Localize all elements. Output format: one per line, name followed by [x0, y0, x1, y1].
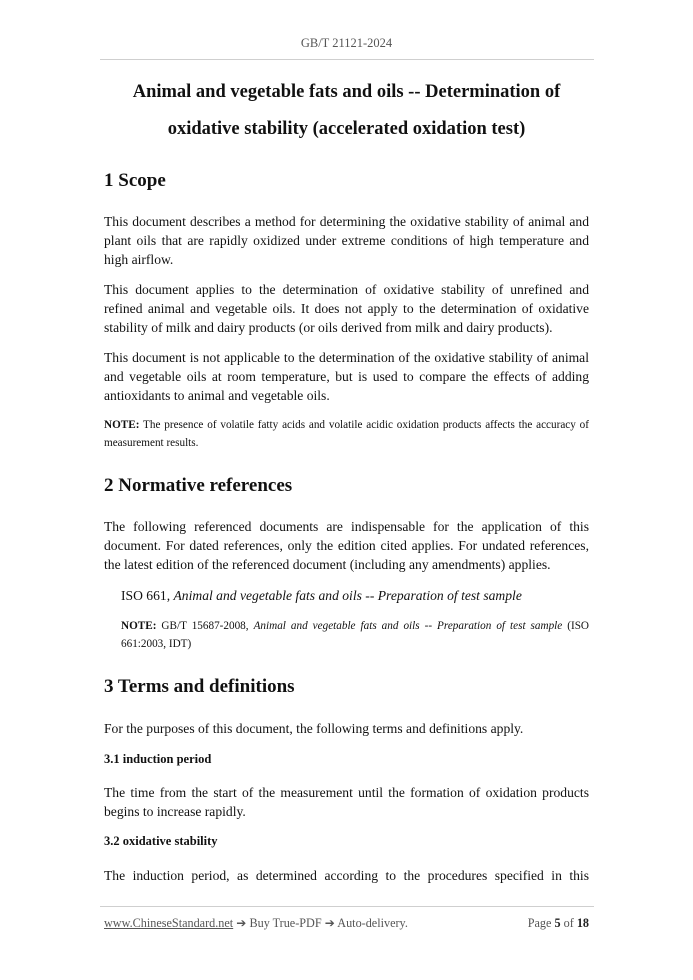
page-indicator [508, 916, 589, 931]
section-2-heading: 2 Normative references [104, 475, 293, 496]
section-1-note [104, 416, 589, 452]
note-code: GB/T 15687-2008, [156, 620, 254, 632]
term-3-1-definition: The time from the start of the measurement until the formation of oxidation products begins to increase rapidly. [104, 785, 589, 819]
reference-code: ISO 661, [121, 588, 174, 603]
note-label: NOTE: [121, 620, 157, 632]
site-link[interactable]: www.ChineseStandard.net [104, 916, 234, 930]
header-divider [100, 59, 594, 60]
page-label: Page [527, 916, 555, 930]
term-3-2-heading: 3.2 oxidative stability [104, 834, 218, 848]
section-1-paragraph-3: This document is not applicable to the determination of the oxidative stability of animal and vegetable oils at room temperature, but is used to compare the effects of adding antioxidants to animal and vegetable oils. [104, 350, 589, 403]
arrow-right-icon: ➔ [321, 916, 338, 930]
section-1-paragraph-2: This document applies to the determination of oxidative stability of unrefined and refined animal and vegetable oils. It does not apply to the determination of oxidative stability of milk and dairy products (or oils derived from milk and dairy products). [104, 282, 589, 335]
document-title-line-1: Animal and vegetable fats and oils -- Determination of [132, 82, 561, 102]
note-title: Animal and vegetable fats and oils -- Preparation of test sample [253, 620, 563, 632]
footer-links [104, 916, 408, 931]
current-page-number: 5 [554, 916, 561, 930]
header-standard-code: GB/T 21121-2024 [300, 36, 393, 50]
arrow-right-icon: ➔ [233, 916, 250, 930]
section-3-intro: For the purposes of this document, the following terms and definitions apply. [104, 721, 524, 736]
term-3-1-heading: 3.1 induction period [104, 752, 212, 766]
note-label: NOTE: [104, 419, 140, 431]
note-text: The presence of volatile fatty acids and volatile acidic oxidation products affects the accuracy of measurement results. [104, 419, 589, 449]
section-1-heading: 1 Scope [104, 170, 166, 191]
section-1-paragraph-1: This document describes a method for determining the oxidative stability of animal and plant oils that are rapidly oxidized under extreme conditions of high temperature and high airflow. [104, 214, 589, 267]
auto-delivery-text: Auto-delivery. [337, 916, 408, 930]
normative-reference-iso-661 [121, 586, 589, 605]
reference-title: Animal and vegetable fats and oils -- Preparation of test sample [173, 588, 522, 603]
total-page-count: 18 [576, 916, 589, 930]
of-label: of [560, 916, 577, 930]
section-2-paragraph-1: The following referenced documents are indispensable for the application of this document. For dated references, only the edition cited applies. For undated references, the latest edition of the referenced document (including any amendments) applies. [104, 519, 589, 572]
section-2-note [121, 617, 589, 653]
document-title-line-2: oxidative stability (accelerated oxidation test) [167, 119, 526, 139]
note-tail: (ISO 661:2003, IDT) [121, 620, 589, 650]
footer-divider [100, 906, 594, 907]
section-3-heading: 3 Terms and definitions [104, 676, 295, 697]
term-3-2-definition: The induction period, as determined according to the procedures specified in this [104, 868, 589, 883]
buy-true-pdf-link[interactable]: Buy True-PDF [249, 916, 322, 930]
